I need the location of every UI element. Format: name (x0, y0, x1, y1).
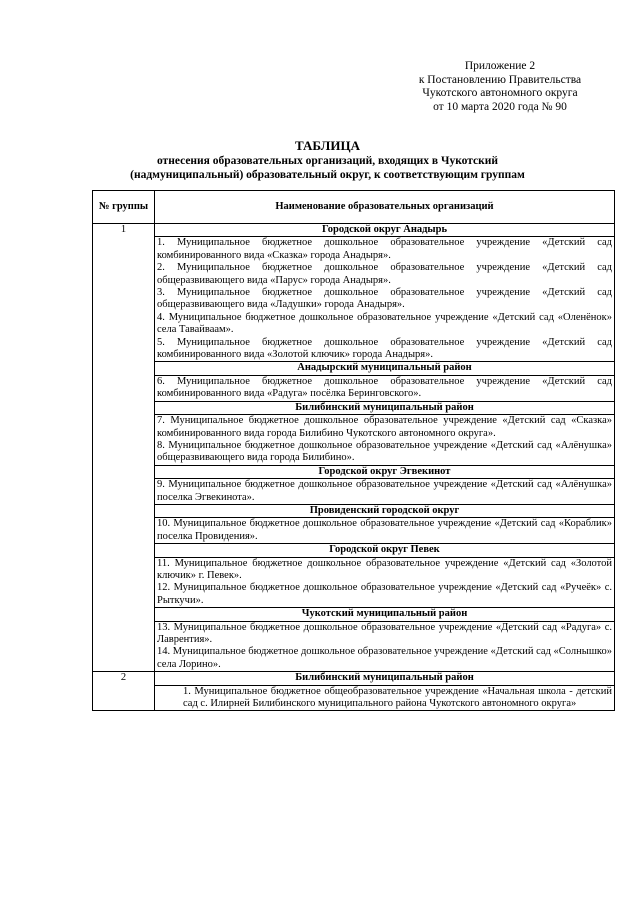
org-row (93, 518, 615, 544)
appendix-line: Приложение 2 (464, 60, 536, 72)
district-name: Городской округ Эгвекинот (155, 465, 615, 478)
title-line: (надмуниципальный) образовательный округ, к соответствующим группам (130, 169, 525, 181)
appendix-line: к Постановлению Правительства (418, 73, 582, 86)
district-row (93, 465, 615, 478)
org-item: 14. Муниципальное бюджетное дошкольное образовательное учреждение «Детский сад «Солнышко» села Лорино». (157, 646, 612, 670)
district-name: Провиденский городской округ (155, 504, 615, 517)
org-list (155, 479, 615, 505)
district-name: Городской округ Певек (155, 544, 615, 557)
district-row (93, 504, 615, 517)
district-row (93, 362, 615, 375)
appendix-line: Чукотского автономного округа (422, 87, 578, 99)
district-name: Городской округ Анадырь (155, 224, 615, 237)
org-item: 10. Муниципальное бюджетное дошкольное образовательное учреждение «Детский сад «Кораблик» поселка Провидения». (157, 518, 612, 542)
header-group-number: № группы (93, 191, 155, 224)
org-list (155, 557, 615, 608)
district-row (93, 608, 615, 621)
org-item: 12. Муниципальное бюджетное дошкольное образовательное учреждение «Детский сад «Ручеёк» с. Рыткучи». (157, 582, 612, 606)
group-number: 2 (93, 672, 155, 711)
document-title (60, 138, 595, 182)
org-row (93, 479, 615, 505)
org-item: 8. Муниципальное бюджетное дошкольное образовательное учреждение «Детский сад «Алёнушка» общеразвивающего вида города Билибино». (157, 439, 612, 464)
title-main: ТАБЛИЦА (295, 138, 360, 153)
district-row (93, 401, 615, 414)
org-list (155, 518, 615, 544)
org-item: 7. Муниципальное бюджетное дошкольное образовательное учреждение «Детский сад «Сказка» комбинированного вида города Билибино Чукотского автономного округа». (157, 415, 612, 439)
org-item: 9. Муниципальное бюджетное дошкольное образовательное учреждение «Детский сад «Алёнушка» поселка Эгвекинота». (157, 479, 612, 503)
district-row (93, 224, 615, 237)
org-row (93, 685, 615, 711)
org-row (93, 415, 615, 466)
org-item: 4. Муниципальное бюджетное дошкольное образовательное учреждение «Детский сад «Оленёнок» села Тавайваам». (157, 311, 612, 336)
appendix-line: от 10 марта 2020 года № 90 (433, 100, 567, 113)
district-name: Билибинский муниципальный район (155, 672, 615, 685)
org-item: 2. Муниципальное бюджетное дошкольное образовательное учреждение «Детский сад общеразвивающего вида «Парус» города Анадыря». (157, 262, 612, 286)
org-item: 3. Муниципальное бюджетное дошкольное образовательное учреждение «Детский сад общеразвивающего вида «Ладушки» города Анадыря». (157, 287, 612, 311)
org-row (93, 557, 615, 608)
org-list (155, 237, 615, 362)
group-number: 1 (93, 224, 155, 672)
org-item: 11. Муниципальное бюджетное дошкольное образовательное учреждение «Детский сад «Золотой ключик» г. Певек». (157, 557, 612, 581)
title-line: отнесения образовательных организаций, входящих в Чукотский (156, 155, 499, 167)
district-name: Билибинский муниципальный район (155, 401, 615, 414)
district-name: Анадырский муниципальный район (155, 362, 615, 375)
org-item: 6. Муниципальное бюджетное дошкольное образовательное учреждение «Детский сад комбинированного вида «Радуга» посёлка Беринговского». (157, 375, 612, 400)
district-row (93, 672, 615, 685)
district-name: Чукотский муниципальный район (155, 608, 615, 621)
header-org-name: Наименование образовательных организаций (155, 191, 615, 224)
org-list (155, 685, 615, 711)
org-item: 1. Муниципальное бюджетное общеобразовательное учреждение «Начальная школа - детский сад с. Илирней Билибинского муниципального района Чукотского автономного округа» (183, 685, 612, 710)
district-row (93, 544, 615, 557)
org-list (155, 375, 615, 401)
org-item: 13. Муниципальное бюджетное дошкольное образовательное учреждение «Детский сад «Радуга» с. Лаврентия». (157, 621, 612, 645)
appendix-block (380, 60, 620, 114)
org-row (93, 621, 615, 672)
org-item: 5. Муниципальное бюджетное дошкольное образовательное учреждение «Детский сад комбинированного вида «Золотой ключик» города Анадыря». (157, 336, 612, 361)
table-header-row (93, 191, 615, 224)
org-row (93, 375, 615, 401)
org-row (93, 237, 615, 362)
org-list (155, 415, 615, 466)
org-item: 1. Муниципальное бюджетное дошкольное образовательное учреждение «Детский сад комбинированного вида «Сказка» города Анадыря». (157, 237, 612, 261)
org-list (155, 621, 615, 672)
groups-table (92, 190, 615, 711)
